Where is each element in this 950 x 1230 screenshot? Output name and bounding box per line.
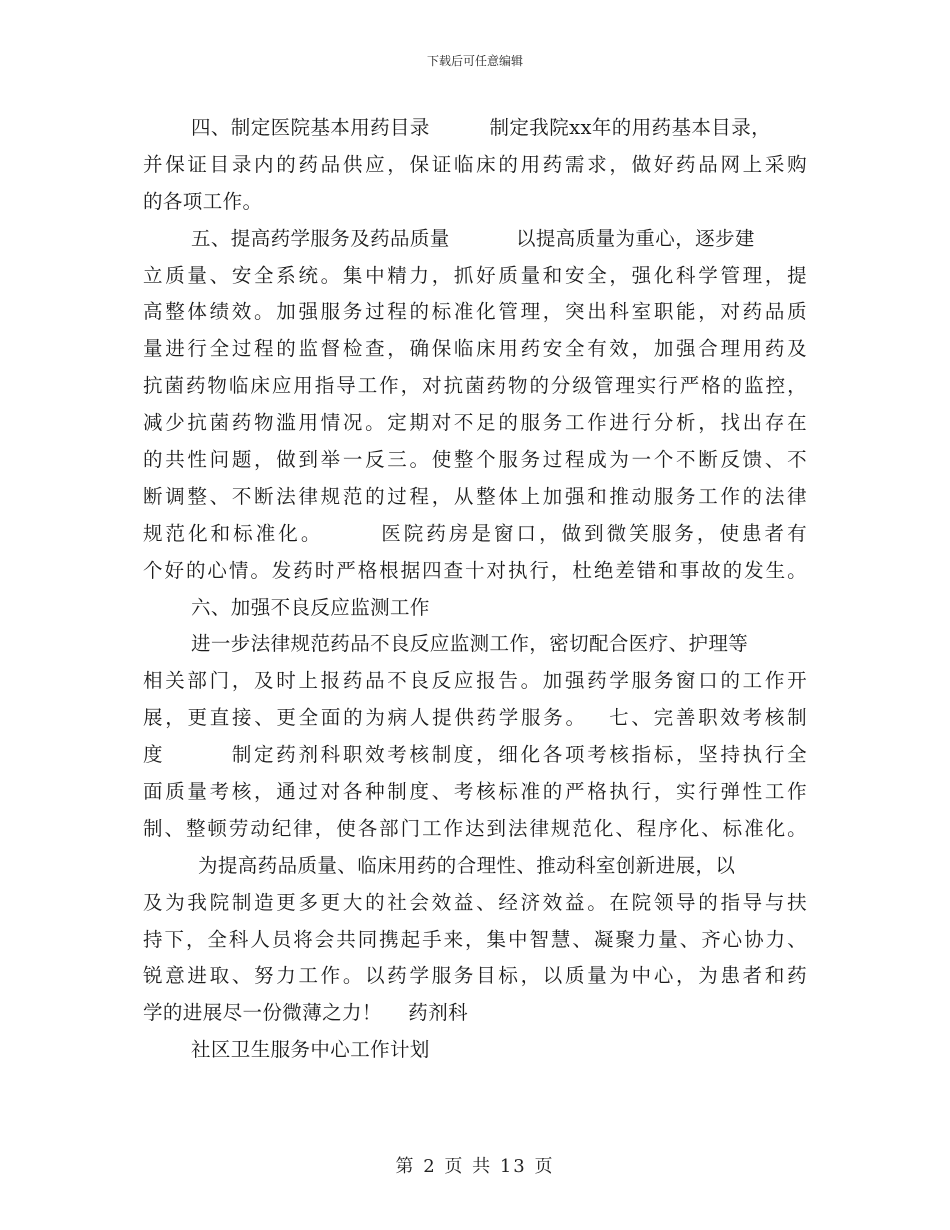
document-body — [143, 110, 807, 1069]
text-line: 减少抗菌药物滥用情况。定期对不足的服务工作进行分析，找出存在 — [143, 411, 807, 435]
text-line: 四、制定医院基本用药目录 制定我院xx年的用药基本目录， — [191, 116, 771, 139]
text-line: 进一步法律规范药品不良反应监测工作，密切配合医疗、护理等 — [191, 632, 749, 656]
text-line: 为提高药品质量、临床用药的合理性、推动科室创新进展，以 — [198, 853, 736, 877]
text-line: 六、加强不良反应监测工作 — [191, 595, 430, 619]
text-line: 断调整、不断法律规范的过程，从整体上加强和推动服务工作的法律 — [143, 484, 807, 508]
text-line: 社区卫生服务中心工作计划 — [191, 1038, 430, 1062]
text-line: 学的进展尽一份微薄之力！ 药剂科 — [143, 1001, 468, 1025]
page-footer: 第 2 页 共 13 页 — [395, 1156, 555, 1177]
text-line: 并保证目录内的药品供应，保证临床的用药需求，做好药品网上采购 — [143, 152, 807, 176]
text-line: 个好的心情。发药时严格根据四查十对执行，杜绝差错和事故的发生。 — [143, 558, 807, 582]
text-line: 面质量考核，通过对各种制度、考核标准的严格执行，实行弹性工作 — [143, 780, 807, 804]
text-line: 展，更直接、更全面的为病人提供药学服务。 七、完善职效考核制 — [143, 706, 807, 730]
text-line: 度 制定药剂科职效考核制度，细化各项考核指标，坚持执行全 — [143, 743, 807, 767]
text-line: 及为我院制造更多更大的社会效益、经济效益。在院领导的指导与扶 — [143, 890, 807, 914]
text-line: 抗菌药物临床应用指导工作，对抗菌药物的分级管理实行严格的监控， — [143, 374, 807, 398]
text-line: 持下，全科人员将会共同携起手来，集中智慧、凝聚力量、齐心协力、 — [143, 927, 807, 951]
text-line: 相关部门，及时上报药品不良反应报告。加强药学服务窗口的工作开 — [143, 669, 807, 693]
text-line: 的各项工作。 — [143, 189, 263, 213]
text-line: 制、整顿劳动纪律，使各部门工作达到法律规范化、程序化、标准化。 — [143, 816, 807, 840]
text-line: 量进行全过程的监督检查，确保临床用药安全有效，加强合理用药及 — [143, 337, 807, 361]
text-line: 的共性问题，做到举一反三。使整个服务过程成为一个不断反馈、不 — [143, 448, 807, 472]
text-line: 锐意进取、努力工作。以药学服务目标，以质量为中心，为患者和药 — [143, 964, 807, 988]
text-line: 高整体绩效。加强服务过程的标准化管理，突出科室职能，对药品质 — [143, 300, 807, 324]
text-line: 规范化和标准化。 医院药房是窗口，做到微笑服务，使患者有 — [143, 521, 807, 545]
text-line: 五、提高药学服务及药品质量 以提高质量为重心，逐步建 — [191, 226, 755, 250]
page-header: 下载后可任意编辑 — [426, 54, 523, 68]
text-line: 立质量、安全系统。集中精力，抓好质量和安全，强化科学管理，提 — [143, 263, 807, 287]
